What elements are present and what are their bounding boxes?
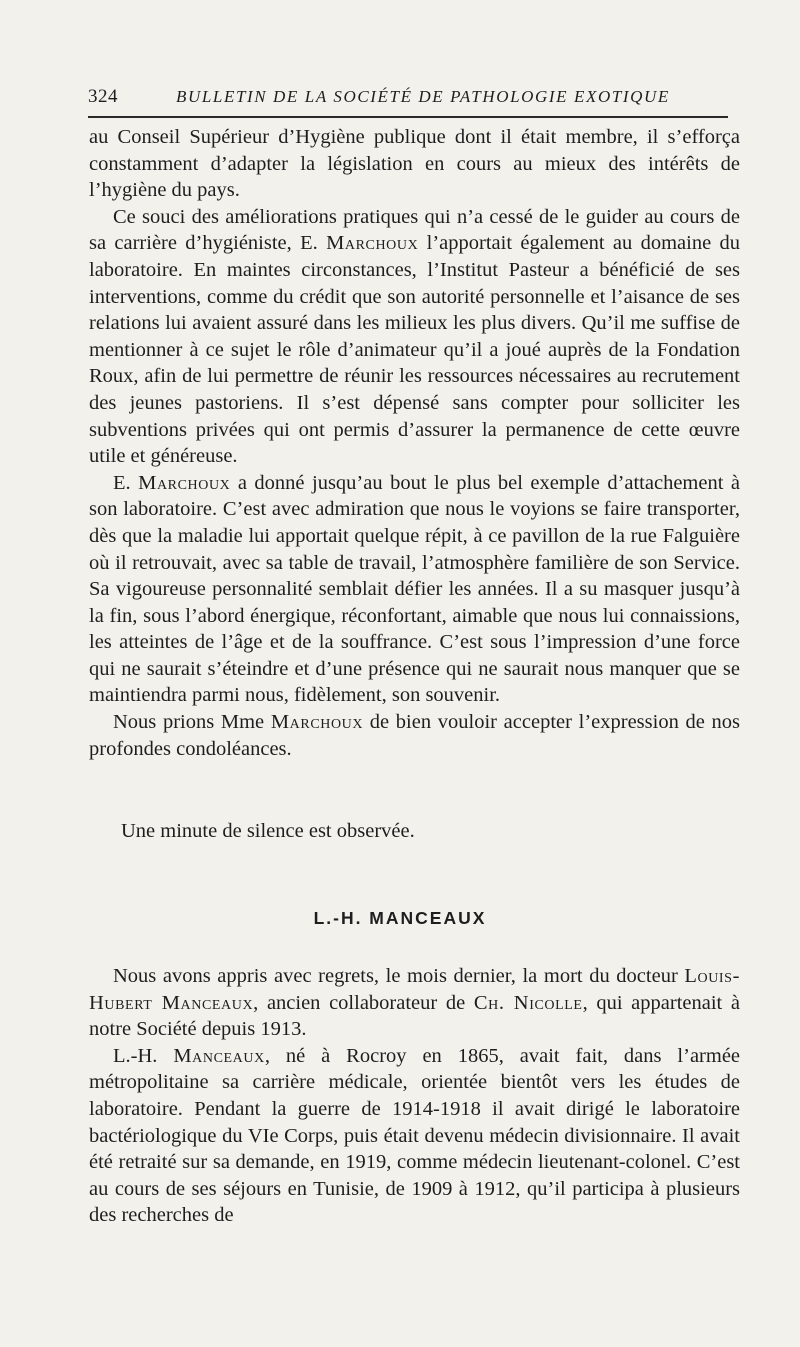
paragraph: [89, 124, 740, 204]
small-caps-name: Marchoux: [270, 711, 364, 734]
section-heading: L.-H. MANCEAUX: [313, 908, 487, 928]
small-caps-name: Manceaux: [173, 1044, 265, 1067]
text-run: Nous avons appris avec regrets, le mois dernier, la mort du docteur: [113, 965, 685, 987]
text-run: Nous prions Mme: [113, 711, 271, 734]
text-run: , ancien collaborateur de: [253, 991, 474, 1014]
page-number: 324: [88, 86, 118, 107]
small-caps-name: Louis-Hubert Manceaux: [89, 965, 740, 1014]
paragraph: [89, 470, 740, 709]
body-text-manceaux: [89, 963, 740, 1229]
text-run: l’apportait également au domaine du laboratoire. En maintes circonstances, l’Institut Pasteur a bénéficié de ses interventions, comme du crédit que son autorité personnelle et l’aisance de ses relations lui avaient assuré dans les milieux les plus divers. Qu’il me suffise de mentionner à ce sujet le rôle d’animateur qu’il a joué auprès de la Fondation Roux, afin de lui permettre de réunir les ressources nécessaires au recrutement des jeunes pastoriens. Il s’est dépensé sans compter pour solliciter les subventions privées qui ont permis d’assurer la permanence de cette œuvre utile et généreuse.: [89, 232, 740, 468]
text-run: , qui appartenait à notre Société depuis 1913.: [89, 991, 740, 1041]
paragraph: [89, 963, 740, 1043]
text-run: au Conseil Supérieur d’Hygiène publique dont il était membre, il s’efforça constamment d’adapter la législation en cours au mieux des intérêts de l’hygiène du pays.: [89, 126, 740, 202]
body-text-marchoux: [89, 124, 740, 762]
paragraph: [89, 1043, 740, 1229]
paragraph: [89, 204, 740, 470]
running-head: [88, 86, 728, 112]
small-caps-name: Ch. Nicolle: [473, 991, 583, 1014]
running-title: BULLETIN DE LA SOCIÉTÉ DE PATHOLOGIE EXOTIQUE: [176, 87, 670, 106]
text-run: L.-H.: [113, 1044, 174, 1067]
text-run: de bien vouloir accepter l’expression de nos profondes condoléances.: [89, 711, 740, 760]
text-run: Ce souci des améliorations pratiques qui n’a cessé de le guider au cours de sa carrière d’hygiéniste, E.: [89, 205, 740, 255]
paragraph: [89, 709, 740, 762]
silence-note: Une minute de silence est observée.: [121, 820, 415, 842]
small-caps-name: Marchoux: [138, 471, 231, 494]
text-run: , né à Rocroy en 1865, avait fait, dans l’armée métropolitaine sa carrière médicale, orientée bientôt vers les études de laboratoire. Pendant la guerre de 1914-1918 il avait dirigé le laboratoire bactériologique du VIe Corps, puis était devenu médecin divisionnaire. Il avait été retraité sur sa demande, en 1919, comme médecin lieutenant-colonel. C’est au cours de ses séjours en Tunisie, de 1909 à 1912, qu’il participa à plusieurs des recherches de: [89, 1044, 741, 1227]
header-rule: [88, 116, 728, 118]
small-caps-name: Marchoux: [326, 232, 419, 255]
text-run: E.: [113, 471, 139, 494]
text-run: a donné jusqu’au bout le plus bel exemple d’attachement à son laboratoire. C’est avec admiration que nous le voyions se faire transporter, dès que la maladie lui apportait quelque répit, à ce pavillon de la rue Falguière où il retrouvait, avec sa table de travail, l’atmosphère familière de son Service. Sa vigoureuse personnalité semblait défier les années. Il a su masquer jusqu’à la fin, sous l’abord énergique, réconfortant, aimable que nous lui connaissions, les atteintes de l’âge et de la souffrance. C’est sous l’impression d’une force qui ne saurait s’éteindre et d’une présence qui ne saurait nous manquer que se maintiendra parmi nous, fidèlement, son souvenir.: [89, 471, 740, 707]
